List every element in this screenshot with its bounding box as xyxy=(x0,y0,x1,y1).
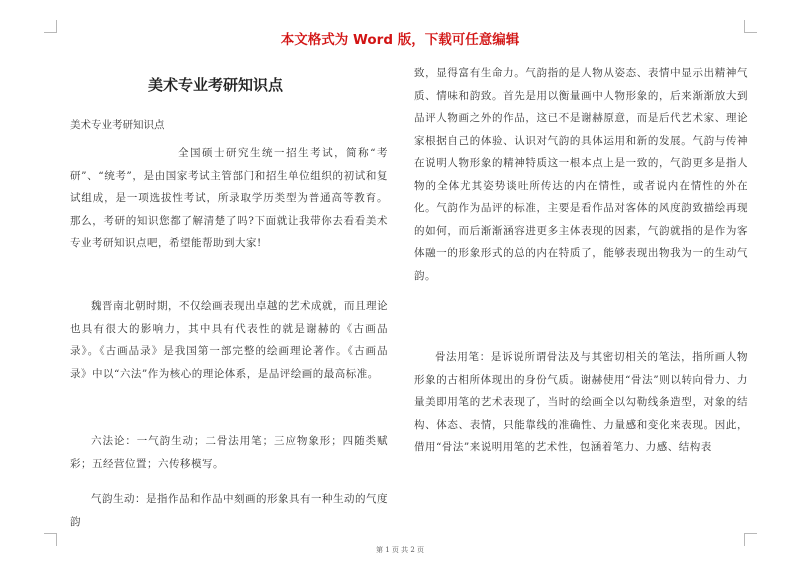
subtitle: 美术专业考研知识点 xyxy=(70,119,165,131)
left-paragraph-qiyun: 气韵生动：是指作品和作品中刻画的形象具有一种生动的气度韵 xyxy=(70,493,388,528)
page-footer: 第 1 页 共 2 页 xyxy=(375,546,425,554)
left-paragraph-liufa: 六法论：一气韵生动；二骨法用笔；三应物象形；四随类赋彩；五经营位置；六传移模写。 xyxy=(70,435,388,470)
left-paragraph-intro: 全国硕士研究生统一招生考试，简称“考研”、“统考”，是由国家考试主管部门和招生单位组织的初试和复试组成，是一项选拔性考试，所录取学历类型为普通高等教育。那么，考研的知识您都了解清楚了吗?下面就让我带你去看看美术专业考研知识点吧，希望能帮助到大家! xyxy=(70,147,388,249)
right-paragraph-qiyun-cont: 致，显得富有生命力。气韵指的是人物从姿态、表情中显示出精神气质、情味和韵致。首先是用以衡量画中人物形象的，后来渐渐放大到品评人物画之外的作品，这已不是谢赫原意，而是后代艺术家、理论家根据自己的体验、认识对气韵的具体运用和新的发展。气韵与传神在说明人物形象的精神特质这一根本点上是一致的，气韵更多是指人物的全体尤其姿势谈吐所传达的内在情性，或者说内在情性的外在化。气韵作为品评的标准，主要是看作品对客体的风度韵致描绘再现的如何，而后渐渐涵容进更多主体表现的因素，气韵就指的是作为客体融一的形象形式的总的内在特质了，能够表现出物我为一的生动气韵。 xyxy=(414,67,748,282)
page-title: 美术专业考研知识点 xyxy=(148,76,284,94)
left-paragraph-guhua: 魏晋南北朝时期，不仅绘画表现出卓越的艺术成就，而且理论也具有很大的影响力，其中具有代表性的就是谢赫的《古画品录》。《古画品录》是我国第一部完整的绘画理论著作。《古画品录》中以“六法”作为核心的理论体系，是品评绘画的最高标准。 xyxy=(70,300,388,380)
word-format-banner: 本文格式为 Word 版，下载可任意编辑 xyxy=(280,32,520,48)
right-paragraph-gufa: 骨法用笔：是诉说所谓骨法及与其密切相关的笔法，指所画人物形象的古相所体现出的身份气质。谢赫使用“骨法”则以转向骨力、力量美即用笔的艺术表现了，当时的绘画全以勾勒线条造型，对象的结构、体态、表情，只能靠线的准确性、力量感和变化来表现。因此，借用“骨法”来说明用笔的艺术性，包涵着笔力、力感、结构表 xyxy=(414,351,748,453)
